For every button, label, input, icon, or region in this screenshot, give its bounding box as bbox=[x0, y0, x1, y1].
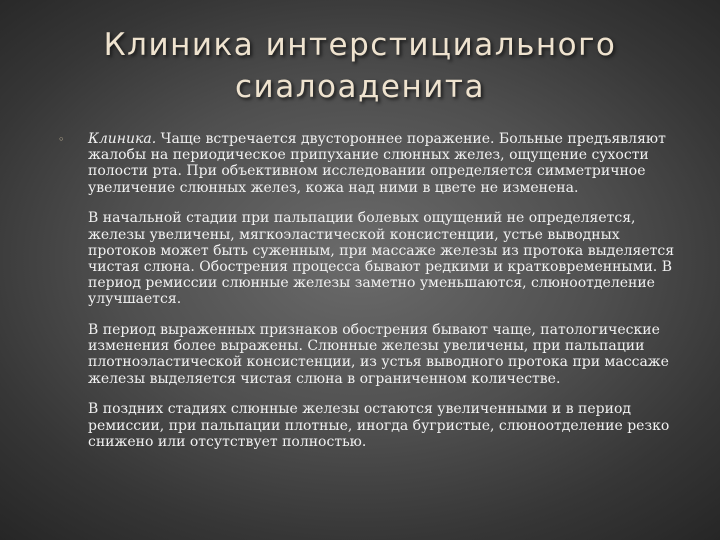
paragraph-late-stage: В поздних стадиях слюнные железы остаются увеличенными и в период ремиссии, при пальпации плотные, иногда бугристые, слюноотделение резко снижено или отсутствует полностью. bbox=[88, 401, 670, 450]
paragraph-exacerbation: В период выраженных признаков обострения бывают чаще, патологические изменения более выражены. Слюнные железы увеличены, при пальпации плотноэластической консистенции, из устья выводного протока при массаже железы выделяется чистая слюна в ограниченном количестве. bbox=[88, 322, 669, 387]
paragraph-text: Чаще встречается двустороннее поражение. Больные предъявляют жалобы на периодическое припухание слюнных желез, ощущение сухости полости рта. При объективном исследовании определяется симметричное увеличение слюнных желез, кожа над ними в цвете не изменена. bbox=[88, 131, 666, 196]
paragraph-lead: Клиника. bbox=[88, 131, 157, 147]
slide-content bbox=[58, 131, 684, 450]
bullet-item bbox=[58, 131, 684, 450]
slide-title: Клиника интерстициального сиалоаденита bbox=[103, 27, 617, 105]
bullet-icon: ◦ bbox=[58, 133, 65, 146]
paragraph-clinic bbox=[88, 131, 684, 196]
paragraph-initial-stage: В начальной стадии при пальпации болевых ощущений не определяется, железы увеличены, мягкоэластической консистенции, устье выводных протоков может быть суженным, при массаже железы из протока выделяется чистая слюна. Обострения процесса бывают редкими и кратковременными. В период ремиссии слюнные железы заметно уменьшаются, слюноотделение улучшается. bbox=[88, 210, 675, 308]
